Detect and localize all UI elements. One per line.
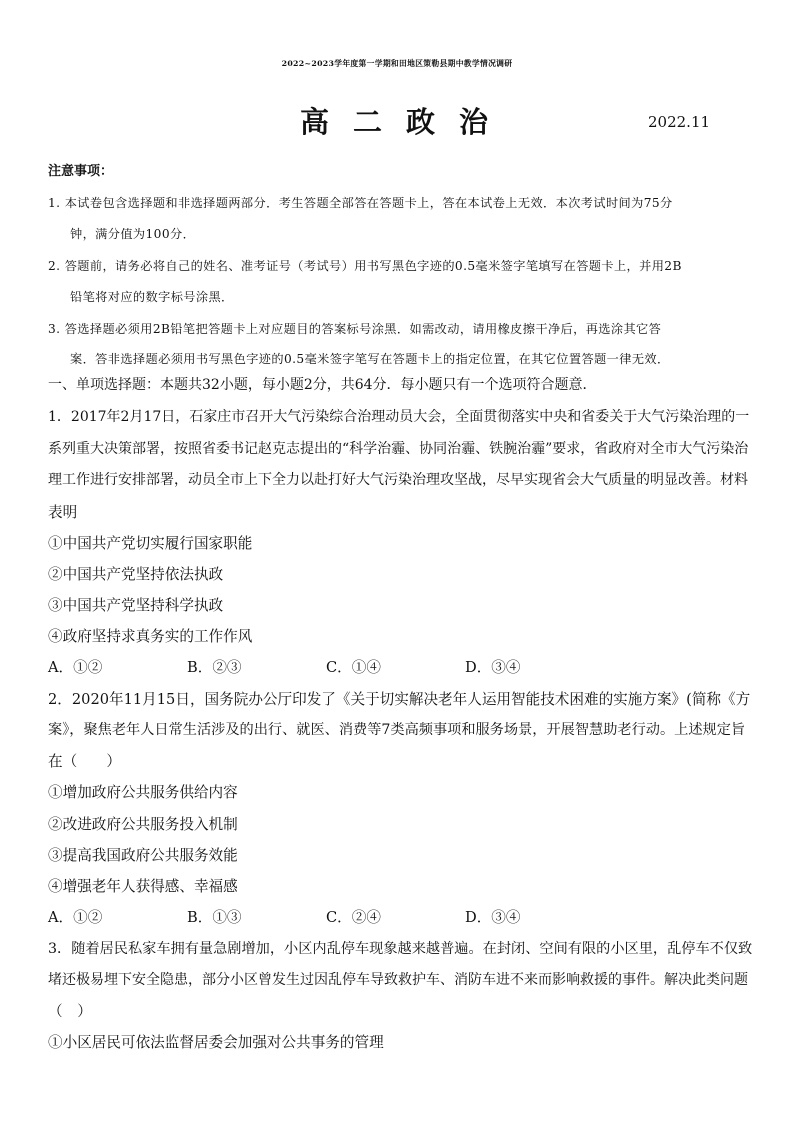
question-1-statement: ①中国共产党切实履行国家职能 [48,535,253,552]
section-heading: 一、单项选择题：本题共32小题，每小题2分，共64分．每小题只有一个选项符合题意． [48,377,597,393]
choice-c: C．②④ [326,909,381,926]
notice-line: 钟，满分值为100分． [70,227,196,241]
question-2-statement: ④增强老年人获得感、幸福感 [48,878,238,895]
question-3-stem: 3．随着居民私家车拥有量急剧增加，小区内乱停车现象越来越普遍。在封闭、空间有限的小区里，乱停车不仅致 [48,941,753,957]
question-1-stem: 系列重大决策部署，按照省委书记赵克志提出的“科学治霾、协同治霾、铁腕治霾”要求，省政府对全市大气污染治 [48,441,749,457]
question-2-statement: ③提高我国政府公共服务效能 [48,847,238,864]
question-1-stem: 表明 [48,504,78,521]
question-1-stem: 理工作进行安排部署，动员全市上下全力以赴打好大气污染治理攻坚战，尽早实现省会大气质量的明显改善。材料 [48,472,748,488]
notice-line: 2. 答题前，请务必将自己的姓名、准考证号（考试号）用书写黑色字迹的0.5毫米签字笔填写在答题卡上，并用2B [48,259,682,273]
choice-b: B．①③ [187,909,242,926]
question-2-stem: 在（ ） [48,753,121,770]
question-2-stem: 2．2020年11月15日，国务院办公厅印发了《关于切实解决老年人运用智能技术困难的实施方案》(简称《方 [48,691,751,708]
notice-heading: 注意事项： [48,164,114,179]
choice-c: C．①④ [326,659,381,676]
question-2-choices [48,906,604,927]
notice-line: 铅笔将对应的数字标号涂黑． [70,290,234,304]
question-1-statement: ③中国共产党坚持科学执政 [48,597,224,614]
exam-title: 2022~2023学年度第一学期和田地区策勒县期中教学情况调研 [281,59,513,68]
question-1-statement: ②中国共产党坚持依法执政 [48,566,224,583]
choice-b: B．②③ [187,659,242,676]
question-1-stem: 1．2017年2月17日，石家庄市召开大气污染综合治理动员大会，全面贯彻落实中央和省委关于大气污染治理的一 [48,409,750,425]
question-3-stem: 堵还极易埋下安全隐患，部分小区曾发生过因乱停车导致救护车、消防车进不来而影响救援的事件。解决此类问题 [48,972,748,988]
choice-d: D．③④ [465,659,521,676]
question-1-statement: ④政府坚持求真务实的工作作风 [48,628,253,645]
notice-line: 3. 答选择题必须用2B铅笔把答题卡上对应题目的答案标号涂黑．如需改动，请用橡皮擦干净后，再选涂其它答 [48,322,662,336]
notice-line: 1. 本试卷包含选择题和非选择题两部分．考生答题全部答在答题卡上，答在本试卷上无效．本次考试时间为75分 [48,196,673,210]
question-2-stem: 案》，聚焦老年人日常生活涉及的出行、就医、消费等7类高频事项和服务场景，开展智慧助老行动。上述规定旨 [48,722,746,738]
subject-title: 高二政治 [300,105,513,139]
choice-a: A．①② [48,909,103,926]
question-2-statement: ①增加政府公共服务供给内容 [48,784,238,801]
choice-d: D．③④ [465,909,521,926]
question-3-stem: （ ） [48,1003,92,1020]
choice-a: A．①② [48,659,103,676]
notice-line: 案．答非选择题必须用书写黑色字迹的0.5毫米签字笔写在答题卡上的指定位置，在其它位置答题一律无效． [70,352,670,366]
question-3-statement: ①小区居民可依法监督居委会加强对公共事务的管理 [48,1034,384,1051]
question-1-choices [48,656,604,677]
question-2-statement: ②改进政府公共服务投入机制 [48,816,238,833]
exam-date: 2022.11 [648,113,711,131]
